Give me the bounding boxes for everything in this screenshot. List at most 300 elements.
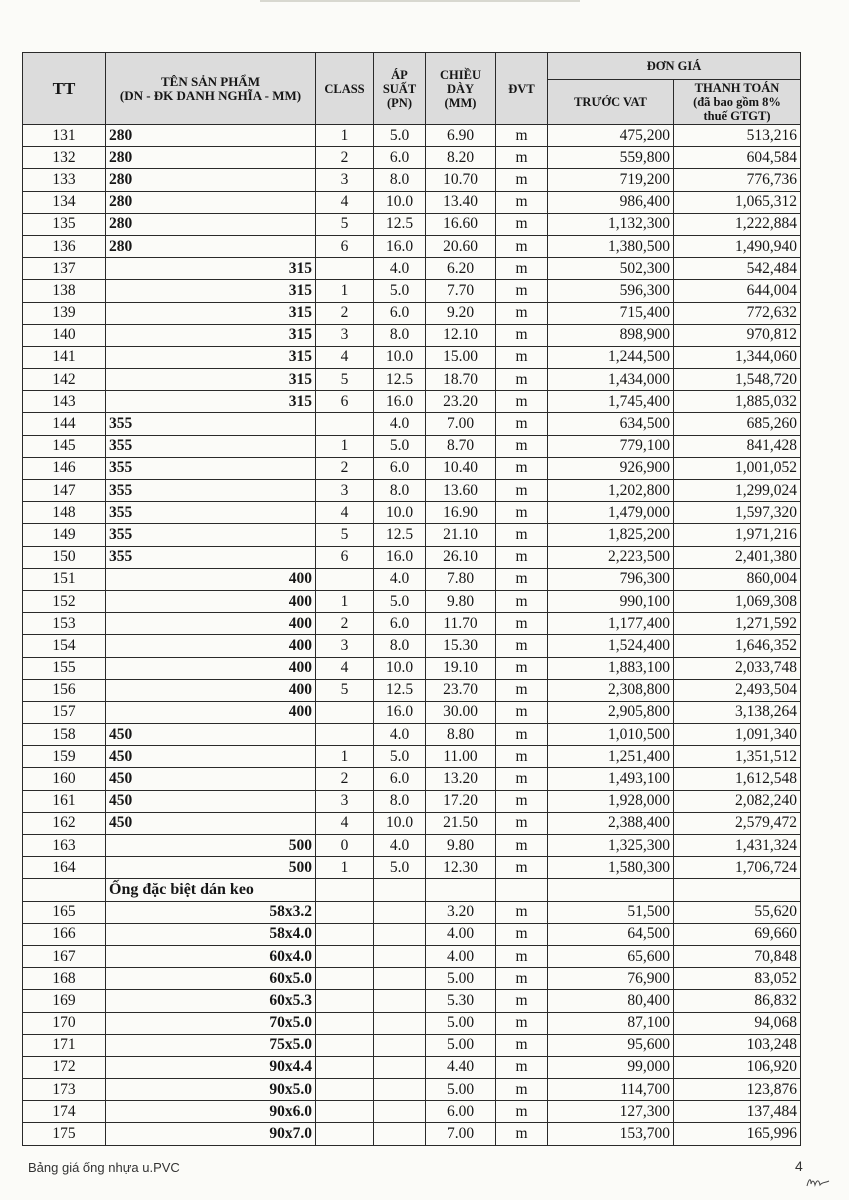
table-row — [23, 125, 801, 147]
cell-tt: 134 — [23, 191, 106, 213]
table-row — [23, 590, 801, 612]
cell-product-name: 500 — [106, 857, 316, 879]
header-pressure-line1: ÁP — [391, 67, 408, 82]
cell-unit: m — [496, 413, 548, 435]
header-pressure — [374, 53, 426, 125]
cell-thickness: 10.40 — [426, 457, 496, 479]
cell-tt: 167 — [23, 945, 106, 967]
cell-product-name: 450 — [106, 812, 316, 834]
cell-pressure: 5.0 — [374, 280, 426, 302]
cell-product-name: 450 — [106, 768, 316, 790]
table-row — [23, 679, 801, 701]
cell-product-name: 315 — [106, 280, 316, 302]
cell-price-before-vat: 2,388,400 — [548, 812, 674, 834]
cell-pressure — [374, 1123, 426, 1145]
table-row — [23, 258, 801, 280]
cell-unit: m — [496, 790, 548, 812]
cell-price-before-vat: 1,493,100 — [548, 768, 674, 790]
cell-pressure — [374, 923, 426, 945]
header-class: CLASS — [316, 53, 374, 125]
cell-product-name: 60x4.0 — [106, 945, 316, 967]
cell-unit: m — [496, 968, 548, 990]
cell-product-name: 315 — [106, 346, 316, 368]
cell-price-after-vat: 1,971,216 — [674, 524, 801, 546]
cell-unit: m — [496, 369, 548, 391]
cell-pressure: 4.0 — [374, 413, 426, 435]
cell-class: 5 — [316, 213, 374, 235]
cell-unit: m — [496, 324, 548, 346]
cell-class: 4 — [316, 502, 374, 524]
cell-price-after-vat: 1,548,720 — [674, 369, 801, 391]
cell-pressure: 5.0 — [374, 125, 426, 147]
cell-class: 2 — [316, 147, 374, 169]
cell-pressure: 4.0 — [374, 258, 426, 280]
cell-unit: m — [496, 546, 548, 568]
cell-price-before-vat: 715,400 — [548, 302, 674, 324]
cell-tt: 163 — [23, 835, 106, 857]
table-header — [23, 53, 801, 125]
cell-price-before-vat: 153,700 — [548, 1123, 674, 1145]
cell-unit: m — [496, 1101, 548, 1123]
cell-unit: m — [496, 191, 548, 213]
cell-product-name: 280 — [106, 125, 316, 147]
cell-unit: m — [496, 990, 548, 1012]
cell-class: 1 — [316, 746, 374, 768]
cell-class: 6 — [316, 235, 374, 257]
cell-price-after-vat: 70,848 — [674, 945, 801, 967]
cell-unit: m — [496, 258, 548, 280]
cell-price-before-vat: 1,745,400 — [548, 391, 674, 413]
cell-product-name: 400 — [106, 613, 316, 635]
cell-class: 1 — [316, 280, 374, 302]
cell-pressure: 16.0 — [374, 391, 426, 413]
cell-thickness: 20.60 — [426, 235, 496, 257]
cell-tt: 151 — [23, 568, 106, 590]
header-tt: TT — [23, 53, 106, 125]
cell-price-before-vat: 1,928,000 — [548, 790, 674, 812]
cell-thickness: 5.00 — [426, 1079, 496, 1101]
cell-price-before-vat: 64,500 — [548, 923, 674, 945]
cell-thickness: 3.20 — [426, 901, 496, 923]
cell-pressure: 16.0 — [374, 546, 426, 568]
cell-price-after-vat: 2,082,240 — [674, 790, 801, 812]
table-row — [23, 1123, 801, 1145]
table-row — [23, 568, 801, 590]
cell-pressure — [374, 1056, 426, 1078]
header-price-before-vat: TRƯỚC VAT — [548, 80, 674, 125]
cell-tt: 171 — [23, 1034, 106, 1056]
cell-product-name: Ống đặc biệt dán keo — [106, 879, 316, 901]
cell-tt: 131 — [23, 125, 106, 147]
cell-thickness: 6.20 — [426, 258, 496, 280]
header-price-after-line3: thuế GTGT) — [703, 109, 771, 123]
cell-unit: m — [496, 701, 548, 723]
cell-product-name: 90x5.0 — [106, 1079, 316, 1101]
cell-product-name: 400 — [106, 590, 316, 612]
cell-class — [316, 968, 374, 990]
cell-price-before-vat: 80,400 — [548, 990, 674, 1012]
cell-thickness: 30.00 — [426, 701, 496, 723]
cell-price-before-vat: 596,300 — [548, 280, 674, 302]
cell-product-name: 315 — [106, 391, 316, 413]
cell-pressure — [374, 1101, 426, 1123]
header-pressure-line3: (PN) — [387, 95, 412, 110]
cell-class — [316, 1123, 374, 1145]
cell-pressure: 10.0 — [374, 191, 426, 213]
cell-tt: 155 — [23, 657, 106, 679]
cell-class: 1 — [316, 590, 374, 612]
cell-unit: m — [496, 1056, 548, 1078]
cell-thickness: 8.20 — [426, 147, 496, 169]
cell-price-before-vat: 1,251,400 — [548, 746, 674, 768]
cell-thickness: 8.70 — [426, 435, 496, 457]
cell-thickness: 8.80 — [426, 724, 496, 746]
cell-price-after-vat: 1,351,512 — [674, 746, 801, 768]
cell-price-before-vat: 779,100 — [548, 435, 674, 457]
cell-price-before-vat: 634,500 — [548, 413, 674, 435]
cell-unit: m — [496, 613, 548, 635]
cell-tt: 143 — [23, 391, 106, 413]
cell-class: 3 — [316, 790, 374, 812]
cell-price-after-vat: 103,248 — [674, 1034, 801, 1056]
cell-thickness: 13.40 — [426, 191, 496, 213]
page-number: 4 — [795, 1158, 803, 1174]
cell-class — [316, 413, 374, 435]
cell-price-before-vat: 1,580,300 — [548, 857, 674, 879]
table-row — [23, 346, 801, 368]
cell-thickness: 16.60 — [426, 213, 496, 235]
cell-unit: m — [496, 724, 548, 746]
table-row — [23, 280, 801, 302]
cell-price-after-vat: 685,260 — [674, 413, 801, 435]
cell-price-before-vat: 1,177,400 — [548, 613, 674, 635]
cell-class: 4 — [316, 191, 374, 213]
cell-pressure: 4.0 — [374, 724, 426, 746]
cell-price-after-vat: 1,885,032 — [674, 391, 801, 413]
table-row — [23, 457, 801, 479]
cell-price-after-vat: 69,660 — [674, 923, 801, 945]
cell-price-after-vat: 776,736 — [674, 169, 801, 191]
table-row — [23, 147, 801, 169]
cell-product-name: 280 — [106, 213, 316, 235]
cell-thickness: 12.30 — [426, 857, 496, 879]
table-row — [23, 857, 801, 879]
cell-class: 0 — [316, 835, 374, 857]
handwritten-initials-icon — [805, 1174, 831, 1190]
header-price-group: ĐƠN GIÁ — [548, 53, 801, 80]
cell-thickness: 5.00 — [426, 968, 496, 990]
header-product-name-line2: (DN - ĐK DANH NGHĨA - MM) — [119, 87, 302, 103]
cell-thickness: 23.70 — [426, 679, 496, 701]
table-row — [23, 657, 801, 679]
cell-price-before-vat: 2,223,500 — [548, 546, 674, 568]
cell-class — [316, 879, 374, 901]
cell-price-after-vat: 106,920 — [674, 1056, 801, 1078]
cell-unit: m — [496, 435, 548, 457]
cell-unit: m — [496, 147, 548, 169]
cell-product-name: 75x5.0 — [106, 1034, 316, 1056]
cell-price-before-vat: 95,600 — [548, 1034, 674, 1056]
table-row — [23, 413, 801, 435]
table-row — [23, 1101, 801, 1123]
cell-product-name: 355 — [106, 546, 316, 568]
cell-product-name: 355 — [106, 413, 316, 435]
header-thickness-line3: (MM) — [444, 95, 477, 110]
cell-tt: 175 — [23, 1123, 106, 1145]
table-row — [23, 435, 801, 457]
cell-tt: 154 — [23, 635, 106, 657]
cell-price-before-vat: 114,700 — [548, 1079, 674, 1101]
cell-class: 3 — [316, 169, 374, 191]
cell-pressure: 16.0 — [374, 701, 426, 723]
cell-tt: 140 — [23, 324, 106, 346]
cell-price-after-vat: 1,271,592 — [674, 613, 801, 635]
cell-price-before-vat: 87,100 — [548, 1012, 674, 1034]
cell-unit: m — [496, 901, 548, 923]
cell-tt: 168 — [23, 968, 106, 990]
cell-pressure: 8.0 — [374, 790, 426, 812]
table-row — [23, 213, 801, 235]
cell-product-name: 355 — [106, 502, 316, 524]
cell-product-name: 450 — [106, 790, 316, 812]
table-row — [23, 701, 801, 723]
cell-class — [316, 990, 374, 1012]
cell-unit: m — [496, 857, 548, 879]
header-thickness-line2: DÀY — [446, 81, 475, 96]
cell-tt: 137 — [23, 258, 106, 280]
cell-unit: m — [496, 480, 548, 502]
cell-product-name: 355 — [106, 457, 316, 479]
cell-tt: 138 — [23, 280, 106, 302]
cell-class — [316, 1101, 374, 1123]
cell-unit: m — [496, 125, 548, 147]
cell-class — [316, 724, 374, 746]
cell-price-after-vat: 1,646,352 — [674, 635, 801, 657]
cell-class: 2 — [316, 768, 374, 790]
cell-unit: m — [496, 657, 548, 679]
cell-thickness: 4.00 — [426, 923, 496, 945]
cell-price-after-vat: 772,632 — [674, 302, 801, 324]
cell-thickness: 19.10 — [426, 657, 496, 679]
cell-tt: 149 — [23, 524, 106, 546]
table-row — [23, 391, 801, 413]
header-price-after-line2: (đã bao gồm 8% — [693, 95, 781, 109]
cell-thickness: 18.70 — [426, 369, 496, 391]
header-thickness-line1: CHIỀU — [440, 67, 481, 82]
table-row — [23, 369, 801, 391]
cell-price-after-vat: 2,493,504 — [674, 679, 801, 701]
cell-unit: m — [496, 945, 548, 967]
cell-pressure: 8.0 — [374, 635, 426, 657]
price-table-container — [22, 52, 800, 1146]
cell-tt: 157 — [23, 701, 106, 723]
cell-class: 1 — [316, 125, 374, 147]
cell-product-name: 500 — [106, 835, 316, 857]
cell-tt: 142 — [23, 369, 106, 391]
cell-thickness: 13.60 — [426, 480, 496, 502]
table-body — [23, 125, 801, 1146]
cell-thickness — [426, 879, 496, 901]
table-row — [23, 191, 801, 213]
cell-pressure — [374, 879, 426, 901]
cell-tt: 145 — [23, 435, 106, 457]
cell-pressure — [374, 1034, 426, 1056]
cell-price-before-vat: 898,900 — [548, 324, 674, 346]
cell-price-before-vat: 986,400 — [548, 191, 674, 213]
cell-class — [316, 258, 374, 280]
cell-price-before-vat — [548, 879, 674, 901]
price-table — [22, 52, 801, 1146]
cell-class: 4 — [316, 657, 374, 679]
cell-unit: m — [496, 524, 548, 546]
cell-pressure: 10.0 — [374, 502, 426, 524]
cell-price-before-vat: 127,300 — [548, 1101, 674, 1123]
table-row — [23, 1012, 801, 1034]
cell-unit: m — [496, 457, 548, 479]
cell-thickness: 26.10 — [426, 546, 496, 568]
cell-pressure — [374, 990, 426, 1012]
cell-price-after-vat: 1,344,060 — [674, 346, 801, 368]
cell-unit: m — [496, 835, 548, 857]
cell-pressure: 16.0 — [374, 235, 426, 257]
footer-title: Bảng giá ống nhựa u.PVC — [28, 1160, 180, 1175]
cell-thickness: 7.70 — [426, 280, 496, 302]
cell-price-after-vat: 3,138,264 — [674, 701, 801, 723]
cell-price-before-vat: 1,380,500 — [548, 235, 674, 257]
cell-tt: 144 — [23, 413, 106, 435]
cell-price-before-vat: 719,200 — [548, 169, 674, 191]
cell-pressure — [374, 1079, 426, 1101]
cell-price-after-vat: 165,996 — [674, 1123, 801, 1145]
cell-product-name: 315 — [106, 258, 316, 280]
cell-class — [316, 1012, 374, 1034]
cell-price-after-vat: 123,876 — [674, 1079, 801, 1101]
cell-thickness: 11.00 — [426, 746, 496, 768]
cell-class: 2 — [316, 457, 374, 479]
cell-tt: 146 — [23, 457, 106, 479]
cell-unit: m — [496, 746, 548, 768]
cell-price-after-vat: 2,401,380 — [674, 546, 801, 568]
table-row — [23, 923, 801, 945]
cell-thickness: 7.80 — [426, 568, 496, 590]
cell-price-after-vat: 841,428 — [674, 435, 801, 457]
cell-product-name: 355 — [106, 524, 316, 546]
cell-product-name: 90x6.0 — [106, 1101, 316, 1123]
cell-price-before-vat: 990,100 — [548, 590, 674, 612]
cell-class: 6 — [316, 546, 374, 568]
cell-price-after-vat: 644,004 — [674, 280, 801, 302]
cell-product-name: 400 — [106, 701, 316, 723]
cell-pressure — [374, 901, 426, 923]
cell-price-before-vat: 1,524,400 — [548, 635, 674, 657]
cell-price-after-vat: 1,222,884 — [674, 213, 801, 235]
cell-pressure: 6.0 — [374, 768, 426, 790]
cell-price-after-vat: 2,579,472 — [674, 812, 801, 834]
table-row — [23, 990, 801, 1012]
cell-price-after-vat: 542,484 — [674, 258, 801, 280]
cell-pressure: 10.0 — [374, 657, 426, 679]
cell-pressure: 6.0 — [374, 613, 426, 635]
cell-tt: 136 — [23, 235, 106, 257]
cell-price-after-vat: 137,484 — [674, 1101, 801, 1123]
cell-tt: 169 — [23, 990, 106, 1012]
header-product-name-line1: TÊN SẢN PHẨM — [161, 73, 260, 89]
cell-class: 1 — [316, 857, 374, 879]
cell-unit: m — [496, 235, 548, 257]
cell-product-name: 400 — [106, 568, 316, 590]
cell-class: 1 — [316, 435, 374, 457]
cell-class: 5 — [316, 679, 374, 701]
cell-product-name: 400 — [106, 635, 316, 657]
cell-tt: 153 — [23, 613, 106, 635]
cell-price-after-vat: 1,431,324 — [674, 835, 801, 857]
cell-class: 4 — [316, 346, 374, 368]
scan-edge-line — [260, 0, 580, 2]
cell-thickness: 16.90 — [426, 502, 496, 524]
cell-unit: m — [496, 1012, 548, 1034]
cell-unit: m — [496, 590, 548, 612]
table-row — [23, 790, 801, 812]
cell-product-name: 58x3.2 — [106, 901, 316, 923]
cell-pressure: 4.0 — [374, 835, 426, 857]
cell-price-after-vat: 1,490,940 — [674, 235, 801, 257]
cell-product-name: 315 — [106, 369, 316, 391]
cell-price-after-vat: 1,065,312 — [674, 191, 801, 213]
cell-class — [316, 1056, 374, 1078]
cell-thickness: 9.80 — [426, 835, 496, 857]
cell-product-name: 280 — [106, 169, 316, 191]
cell-pressure — [374, 1012, 426, 1034]
cell-tt: 158 — [23, 724, 106, 746]
cell-product-name: 450 — [106, 746, 316, 768]
cell-unit: m — [496, 679, 548, 701]
table-row — [23, 635, 801, 657]
cell-tt: 172 — [23, 1056, 106, 1078]
header-product-name — [106, 53, 316, 125]
table-row — [23, 1056, 801, 1078]
cell-product-name: 355 — [106, 435, 316, 457]
cell-tt: 166 — [23, 923, 106, 945]
cell-product-name: 280 — [106, 235, 316, 257]
cell-thickness: 9.80 — [426, 590, 496, 612]
cell-product-name: 70x5.0 — [106, 1012, 316, 1034]
cell-price-before-vat: 559,800 — [548, 147, 674, 169]
cell-class — [316, 701, 374, 723]
cell-tt: 156 — [23, 679, 106, 701]
cell-pressure: 4.0 — [374, 568, 426, 590]
cell-pressure: 12.5 — [374, 213, 426, 235]
cell-product-name: 400 — [106, 657, 316, 679]
cell-class — [316, 1034, 374, 1056]
cell-unit: m — [496, 502, 548, 524]
cell-price-before-vat: 1,325,300 — [548, 835, 674, 857]
cell-tt — [23, 879, 106, 901]
cell-pressure: 5.0 — [374, 746, 426, 768]
cell-unit: m — [496, 391, 548, 413]
cell-unit: m — [496, 213, 548, 235]
cell-pressure — [374, 968, 426, 990]
cell-thickness: 11.70 — [426, 613, 496, 635]
cell-unit: m — [496, 768, 548, 790]
table-row — [23, 835, 801, 857]
cell-price-after-vat: 83,052 — [674, 968, 801, 990]
table-row — [23, 1079, 801, 1101]
cell-pressure: 5.0 — [374, 435, 426, 457]
cell-price-after-vat — [674, 879, 801, 901]
cell-pressure: 8.0 — [374, 480, 426, 502]
table-row — [23, 901, 801, 923]
cell-tt: 139 — [23, 302, 106, 324]
